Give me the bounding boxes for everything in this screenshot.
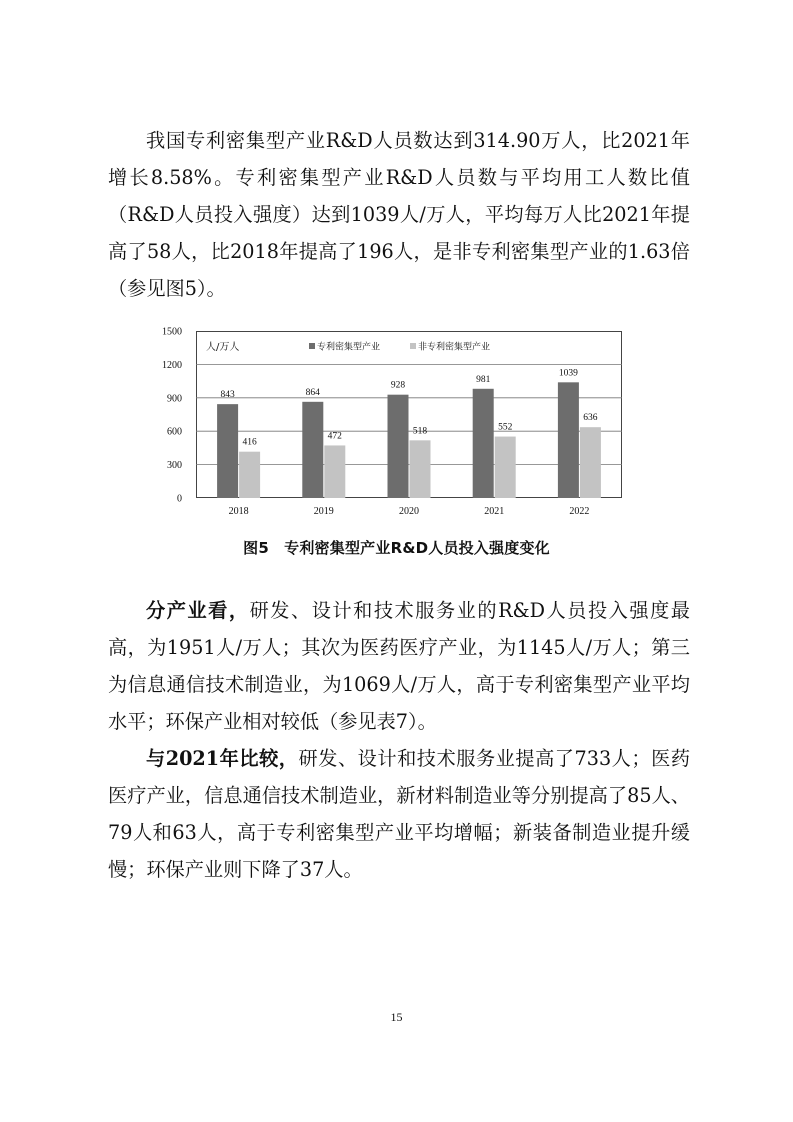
data-label: 864 [305, 387, 320, 398]
legend-entry: 非专利密集型产业 [418, 342, 491, 353]
paragraph-text: 研发、设计和技术服务业提高了733人；医药医疗产业，信息通信技术制造业，新材料制造业等分别提高了85人、79人和63人，高于专利密集型产业平均增幅；新装备制造业提升缓慢；环保产业则下降了37人。 [108, 747, 691, 881]
data-label: 518 [412, 426, 428, 437]
x-tick-label: 2021 [484, 506, 505, 517]
bar [580, 427, 601, 498]
x-tick-label: 2020 [399, 506, 419, 517]
data-label: 928 [390, 380, 406, 391]
y-tick-label: 900 [167, 393, 182, 405]
figure-caption: 图5 专利密集型产业R&D人员投入强度变化 [243, 539, 550, 557]
x-tick-label: 2018 [228, 506, 249, 517]
bar [473, 389, 494, 498]
y-tick-label: 300 [167, 460, 182, 472]
paragraph-lead: 分产业看， [146, 599, 250, 622]
y-tick-label: 1500 [162, 326, 182, 338]
bar [495, 437, 516, 498]
unit-label: 人/万人 [206, 342, 240, 353]
y-tick-label: 600 [167, 426, 182, 438]
paragraph-text: 我国专利密集型产业R&D人员数达到314.90万人，比2021年增长8.58%。专利密集型产业R&D人员数与平均用工人数比值（R&D人员投入强度）达到1039人/万人，平均每万人比2021年提高了58人，比2018年提高了196人，是非专利密集型产业的1.63倍（参见图5）。 [108, 129, 690, 300]
paragraph-text: 研发、设计和技术服务业的R&D人员投入强度最高，为1951人/万人；其次为医药医疗产业，为1145人/万人；第三为信息通信技术制造业，为1069人/万人，高于专利密集型产业平均水平；环保产业相对较低（参见表7）。 [108, 599, 690, 733]
data-label: 981 [476, 374, 491, 385]
legend-entry: 专利密集型产业 [317, 342, 381, 353]
y-tick-label: 0 [177, 493, 182, 505]
data-label: 416 [242, 437, 257, 448]
data-label: 636 [583, 413, 598, 424]
data-label: 472 [327, 431, 342, 442]
paragraph-lead: 与2021年比较， [146, 747, 299, 770]
data-label: 552 [498, 422, 513, 433]
x-tick-label: 2022 [569, 506, 590, 517]
data-label: 1039 [558, 368, 578, 379]
legend-swatch [309, 343, 315, 349]
bar [302, 402, 323, 498]
y-tick-label: 1200 [162, 359, 182, 371]
legend-swatch [410, 343, 416, 349]
bar [217, 404, 238, 498]
data-label: 843 [220, 390, 235, 401]
bar [239, 452, 260, 498]
paragraph-by-industry [108, 592, 690, 740]
bar [558, 382, 579, 498]
bar [324, 445, 345, 498]
bar-chart [0, 0, 793, 530]
bar [410, 440, 431, 498]
x-tick-label: 2019 [313, 506, 334, 517]
page-number: 15 [390, 1010, 403, 1024]
bar [388, 395, 409, 498]
paragraph-comparison [108, 740, 690, 888]
